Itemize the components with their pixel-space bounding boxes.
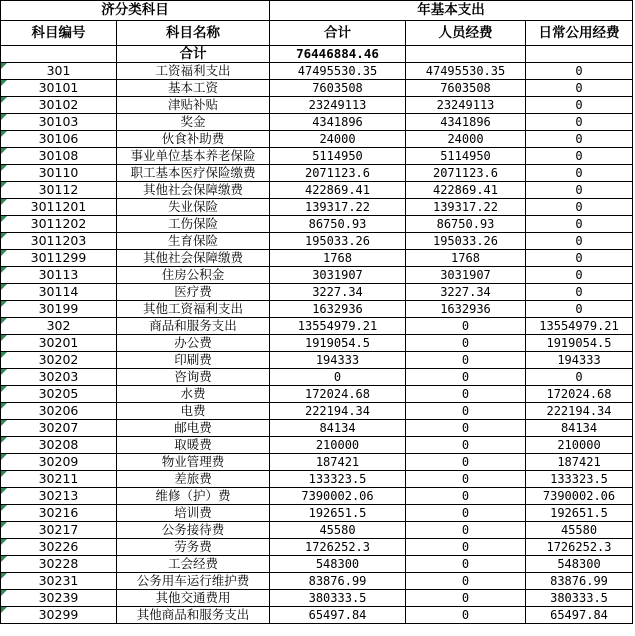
personnel-cell[interactable]: 24000: [406, 131, 526, 148]
name-cell[interactable]: 物业管理费: [117, 454, 270, 471]
code-cell[interactable]: 30203: [1, 369, 117, 386]
name-cell[interactable]: 医疗费: [117, 284, 270, 301]
table-row: [1, 267, 633, 284]
cell-indicator-icon: [1, 182, 7, 188]
cell-indicator-icon: [1, 318, 7, 324]
code-cell[interactable]: 30207: [1, 420, 117, 437]
table-row: [1, 199, 633, 216]
personnel-cell[interactable]: 0: [406, 522, 526, 539]
personnel-cell[interactable]: 0: [406, 369, 526, 386]
table-row: [1, 556, 633, 573]
total-cell[interactable]: 24000: [270, 131, 406, 148]
table-row: [1, 573, 633, 590]
table-row: [1, 318, 633, 335]
personnel-cell[interactable]: 0: [406, 505, 526, 522]
personnel-cell[interactable]: 0: [406, 386, 526, 403]
cell-indicator-icon: [1, 216, 7, 222]
name-cell[interactable]: 工伤保险: [117, 216, 270, 233]
code-cell[interactable]: 30216: [1, 505, 117, 522]
personnel-cell[interactable]: 422869.41: [406, 182, 526, 199]
total-cell[interactable]: 139317.22: [270, 199, 406, 216]
personnel-cell[interactable]: 0: [406, 539, 526, 556]
table-row: [1, 250, 633, 267]
name-cell[interactable]: 办公费: [117, 335, 270, 352]
header-row-2: [1, 21, 633, 46]
table-row: [1, 352, 633, 369]
cell-indicator-icon: [1, 131, 7, 137]
total-cell[interactable]: 5114950: [270, 148, 406, 165]
cell-indicator-icon: [1, 114, 7, 120]
personnel-cell[interactable]: 3031907: [406, 267, 526, 284]
code-cell[interactable]: 30113: [1, 267, 117, 284]
code-cell[interactable]: 30239: [1, 590, 117, 607]
name-cell[interactable]: 公务接待费: [117, 522, 270, 539]
total-cell[interactable]: 0: [270, 369, 406, 386]
name-cell[interactable]: 基本工资: [117, 80, 270, 97]
name-cell[interactable]: 劳务费: [117, 539, 270, 556]
total-cell[interactable]: 210000: [270, 437, 406, 454]
name-cell[interactable]: 差旅费: [117, 471, 270, 488]
daily-cell[interactable]: 187421: [526, 454, 633, 471]
cell-indicator-icon: [1, 80, 7, 86]
daily-cell[interactable]: 133323.5: [526, 471, 633, 488]
total-cell[interactable]: 1632936: [270, 301, 406, 318]
code-cell[interactable]: 30199: [1, 301, 117, 318]
total-value-cell[interactable]: 76446884.46: [270, 46, 406, 63]
daily-cell[interactable]: 210000: [526, 437, 633, 454]
total-cell[interactable]: 422869.41: [270, 182, 406, 199]
table-row: [1, 369, 633, 386]
cell-indicator-icon: [1, 539, 7, 545]
table-row: [1, 284, 633, 301]
daily-cell[interactable]: 192651.5: [526, 505, 633, 522]
cell-indicator-icon: [1, 607, 7, 613]
code-cell[interactable]: 3011299: [1, 250, 117, 267]
classification-header[interactable]: 济分类科目: [1, 1, 270, 21]
personnel-cell[interactable]: 0: [406, 352, 526, 369]
table-row: [1, 539, 633, 556]
cell-indicator-icon: [1, 437, 7, 443]
table-row: [1, 590, 633, 607]
personnel-cell[interactable]: 0: [406, 573, 526, 590]
daily-cell[interactable]: 0: [526, 131, 633, 148]
cell-indicator-icon: [1, 573, 7, 579]
name-cell[interactable]: 其他交通费用: [117, 590, 270, 607]
personnel-cell[interactable]: 0: [406, 420, 526, 437]
code-cell[interactable]: 30106: [1, 131, 117, 148]
table-row: [1, 522, 633, 539]
daily-cell[interactable]: 0: [526, 250, 633, 267]
daily-cell[interactable]: 0: [526, 182, 633, 199]
daily-cell[interactable]: 0: [526, 284, 633, 301]
personnel-cell[interactable]: 23249113: [406, 97, 526, 114]
code-cell[interactable]: 302: [1, 318, 117, 335]
total-cell[interactable]: 1726252.3: [270, 539, 406, 556]
table-row: [1, 335, 633, 352]
code-cell[interactable]: 30110: [1, 165, 117, 182]
total-cell[interactable]: 1919054.5: [270, 335, 406, 352]
cell-indicator-icon: [1, 233, 7, 239]
table-row: [1, 165, 633, 182]
personnel-cell[interactable]: 4341896: [406, 114, 526, 131]
total-cell[interactable]: 45580: [270, 522, 406, 539]
name-cell[interactable]: 其他社会保障缴费: [117, 182, 270, 199]
daily-cell[interactable]: 194333: [526, 352, 633, 369]
daily-cell[interactable]: 548300: [526, 556, 633, 573]
cell-indicator-icon: [1, 369, 7, 375]
name-cell[interactable]: 工会经费: [117, 556, 270, 573]
personnel-cell[interactable]: 2071123.6: [406, 165, 526, 182]
name-cell[interactable]: 其他商品和服务支出: [117, 607, 270, 624]
total-cell[interactable]: 3227.34: [270, 284, 406, 301]
total-cell[interactable]: 7390002.06: [270, 488, 406, 505]
code-cell[interactable]: 30231: [1, 573, 117, 590]
total-cell[interactable]: 84134: [270, 420, 406, 437]
daily-cell[interactable]: 83876.99: [526, 573, 633, 590]
name-cell[interactable]: 其他社会保障缴费: [117, 250, 270, 267]
name-cell[interactable]: 事业单位基本养老保险: [117, 148, 270, 165]
personnel-cell[interactable]: 139317.22: [406, 199, 526, 216]
name-cell[interactable]: 生育保险: [117, 233, 270, 250]
table-row: [1, 97, 633, 114]
name-column-header[interactable]: 科目名称: [117, 21, 270, 46]
cell-indicator-icon: [1, 352, 7, 358]
code-cell[interactable]: 30205: [1, 386, 117, 403]
total-code-cell[interactable]: [1, 46, 117, 63]
code-cell[interactable]: 30228: [1, 556, 117, 573]
daily-cell[interactable]: 172024.68: [526, 386, 633, 403]
name-cell[interactable]: 印刷费: [117, 352, 270, 369]
name-cell[interactable]: 其他工资福利支出: [117, 301, 270, 318]
total-cell[interactable]: 7603508: [270, 80, 406, 97]
total-cell[interactable]: 192651.5: [270, 505, 406, 522]
name-cell[interactable]: 电费: [117, 403, 270, 420]
total-cell[interactable]: 172024.68: [270, 386, 406, 403]
daily-cell[interactable]: 222194.34: [526, 403, 633, 420]
daily-cell[interactable]: 1919054.5: [526, 335, 633, 352]
personnel-cell[interactable]: 86750.93: [406, 216, 526, 233]
cell-indicator-icon: [1, 267, 7, 273]
personnel-cell[interactable]: 7603508: [406, 80, 526, 97]
total-cell[interactable]: 3031907: [270, 267, 406, 284]
daily-cell[interactable]: 0: [526, 148, 633, 165]
code-cell[interactable]: 301: [1, 63, 117, 80]
cell-indicator-icon: [1, 97, 7, 103]
daily-cell[interactable]: 0: [526, 63, 633, 80]
code-cell[interactable]: 30299: [1, 607, 117, 624]
daily-cell[interactable]: 0: [526, 97, 633, 114]
personnel-cell[interactable]: 0: [406, 335, 526, 352]
code-cell[interactable]: 30226: [1, 539, 117, 556]
daily-cell[interactable]: 1726252.3: [526, 539, 633, 556]
total-label-cell[interactable]: 合计: [117, 46, 270, 63]
name-cell[interactable]: 津贴补贴: [117, 97, 270, 114]
name-cell[interactable]: 失业保险: [117, 199, 270, 216]
table-row: [1, 607, 633, 624]
cell-indicator-icon: [1, 488, 7, 494]
daily-cell[interactable]: 0: [526, 369, 633, 386]
daily-cell[interactable]: 0: [526, 267, 633, 284]
cell-indicator-icon: [1, 420, 7, 426]
daily-cell[interactable]: 45580: [526, 522, 633, 539]
name-cell[interactable]: 商品和服务支出: [117, 318, 270, 335]
personnel-cell[interactable]: 0: [406, 488, 526, 505]
cell-indicator-icon: [1, 471, 7, 477]
name-cell[interactable]: 伙食补助费: [117, 131, 270, 148]
code-cell[interactable]: 30202: [1, 352, 117, 369]
cell-indicator-icon: [1, 386, 7, 392]
total-cell[interactable]: 4341896: [270, 114, 406, 131]
total-row: [1, 46, 633, 63]
total-cell[interactable]: 194333: [270, 352, 406, 369]
code-cell[interactable]: 30103: [1, 114, 117, 131]
daily-column-header[interactable]: 日常公用经费: [526, 21, 633, 46]
total-personnel-cell[interactable]: [406, 46, 526, 63]
name-cell[interactable]: 职工基本医疗保险缴费: [117, 165, 270, 182]
personnel-cell[interactable]: 0: [406, 471, 526, 488]
table-row: [1, 182, 633, 199]
code-cell[interactable]: 30206: [1, 403, 117, 420]
table-row: [1, 488, 633, 505]
cell-indicator-icon: [1, 250, 7, 256]
daily-cell[interactable]: 7390002.06: [526, 488, 633, 505]
table-row: [1, 148, 633, 165]
name-cell[interactable]: 公务用车运行维护费: [117, 573, 270, 590]
personnel-cell[interactable]: 0: [406, 607, 526, 624]
total-cell[interactable]: 2071123.6: [270, 165, 406, 182]
table-row: [1, 505, 633, 522]
total-cell[interactable]: 86750.93: [270, 216, 406, 233]
table-row: [1, 216, 633, 233]
table-row: [1, 403, 633, 420]
cell-indicator-icon: [1, 335, 7, 341]
daily-cell[interactable]: 0: [526, 165, 633, 182]
daily-cell[interactable]: 380333.5: [526, 590, 633, 607]
daily-cell[interactable]: 0: [526, 233, 633, 250]
daily-cell[interactable]: 0: [526, 80, 633, 97]
table-row: [1, 80, 633, 97]
personnel-column-header[interactable]: 人员经费: [406, 21, 526, 46]
annual-expense-header[interactable]: 年基本支出: [270, 1, 633, 21]
name-cell[interactable]: 水费: [117, 386, 270, 403]
total-cell[interactable]: 23249113: [270, 97, 406, 114]
name-cell[interactable]: 培训费: [117, 505, 270, 522]
table-row: [1, 131, 633, 148]
table-row: [1, 386, 633, 403]
name-cell[interactable]: 邮电费: [117, 420, 270, 437]
personnel-cell[interactable]: 1632936: [406, 301, 526, 318]
code-cell[interactable]: 3011203: [1, 233, 117, 250]
name-cell[interactable]: 住房公积金: [117, 267, 270, 284]
daily-cell[interactable]: 0: [526, 216, 633, 233]
code-cell[interactable]: 30213: [1, 488, 117, 505]
personnel-cell[interactable]: 0: [406, 556, 526, 573]
name-cell[interactable]: 咨询费: [117, 369, 270, 386]
table-row: [1, 233, 633, 250]
name-cell[interactable]: 奖金: [117, 114, 270, 131]
cell-indicator-icon: [1, 505, 7, 511]
total-cell[interactable]: 222194.34: [270, 403, 406, 420]
cell-indicator-icon: [1, 590, 7, 596]
personnel-cell[interactable]: 0: [406, 590, 526, 607]
total-daily-cell[interactable]: [526, 46, 633, 63]
personnel-cell[interactable]: 0: [406, 403, 526, 420]
cell-indicator-icon: [1, 522, 7, 528]
personnel-cell[interactable]: 195033.26: [406, 233, 526, 250]
daily-cell[interactable]: 84134: [526, 420, 633, 437]
total-cell[interactable]: 65497.84: [270, 607, 406, 624]
code-cell[interactable]: 30102: [1, 97, 117, 114]
table-row: [1, 301, 633, 318]
cell-indicator-icon: [1, 148, 7, 154]
cell-indicator-icon: [1, 284, 7, 290]
name-cell[interactable]: 工资福利支出: [117, 63, 270, 80]
daily-cell[interactable]: 13554979.21: [526, 318, 633, 335]
personnel-cell[interactable]: 3227.34: [406, 284, 526, 301]
code-column-header[interactable]: 科目编号: [1, 21, 117, 46]
name-cell[interactable]: 维修（护）费: [117, 488, 270, 505]
total-column-header[interactable]: 合计: [270, 21, 406, 46]
code-cell[interactable]: 30211: [1, 471, 117, 488]
total-cell[interactable]: 548300: [270, 556, 406, 573]
personnel-cell[interactable]: 5114950: [406, 148, 526, 165]
cell-indicator-icon: [1, 556, 7, 562]
code-cell[interactable]: 30208: [1, 437, 117, 454]
cell-indicator-icon: [1, 165, 7, 171]
name-cell[interactable]: 取暖费: [117, 437, 270, 454]
total-cell[interactable]: 1768: [270, 250, 406, 267]
daily-cell[interactable]: 65497.84: [526, 607, 633, 624]
header-row-1: [1, 1, 633, 21]
table-row: [1, 437, 633, 454]
table-row: [1, 454, 633, 471]
code-cell[interactable]: 30209: [1, 454, 117, 471]
total-cell[interactable]: 13554979.21: [270, 318, 406, 335]
personnel-cell[interactable]: 1768: [406, 250, 526, 267]
code-cell[interactable]: 3011201: [1, 199, 117, 216]
code-cell[interactable]: 30217: [1, 522, 117, 539]
cell-indicator-icon: [1, 454, 7, 460]
table-row: [1, 420, 633, 437]
table-row: [1, 471, 633, 488]
total-cell[interactable]: 83876.99: [270, 573, 406, 590]
total-cell[interactable]: 47495530.35: [270, 63, 406, 80]
daily-cell[interactable]: 0: [526, 199, 633, 216]
cell-indicator-icon: [1, 301, 7, 307]
total-cell[interactable]: 187421: [270, 454, 406, 471]
code-cell[interactable]: 30108: [1, 148, 117, 165]
table-row: [1, 63, 633, 80]
code-cell[interactable]: 30114: [1, 284, 117, 301]
code-cell[interactable]: 30101: [1, 80, 117, 97]
total-cell[interactable]: 133323.5: [270, 471, 406, 488]
daily-cell[interactable]: 0: [526, 301, 633, 318]
personnel-cell[interactable]: 47495530.35: [406, 63, 526, 80]
code-cell[interactable]: 30201: [1, 335, 117, 352]
cell-indicator-icon: [1, 403, 7, 409]
code-cell[interactable]: 30112: [1, 182, 117, 199]
daily-cell[interactable]: 0: [526, 114, 633, 131]
personnel-cell[interactable]: 0: [406, 318, 526, 335]
cell-indicator-icon: [1, 63, 7, 69]
cell-indicator-icon: [1, 199, 7, 205]
personnel-cell[interactable]: 0: [406, 437, 526, 454]
total-cell[interactable]: 380333.5: [270, 590, 406, 607]
total-cell[interactable]: 195033.26: [270, 233, 406, 250]
table-row: [1, 114, 633, 131]
personnel-cell[interactable]: 0: [406, 454, 526, 471]
code-cell[interactable]: 3011202: [1, 216, 117, 233]
